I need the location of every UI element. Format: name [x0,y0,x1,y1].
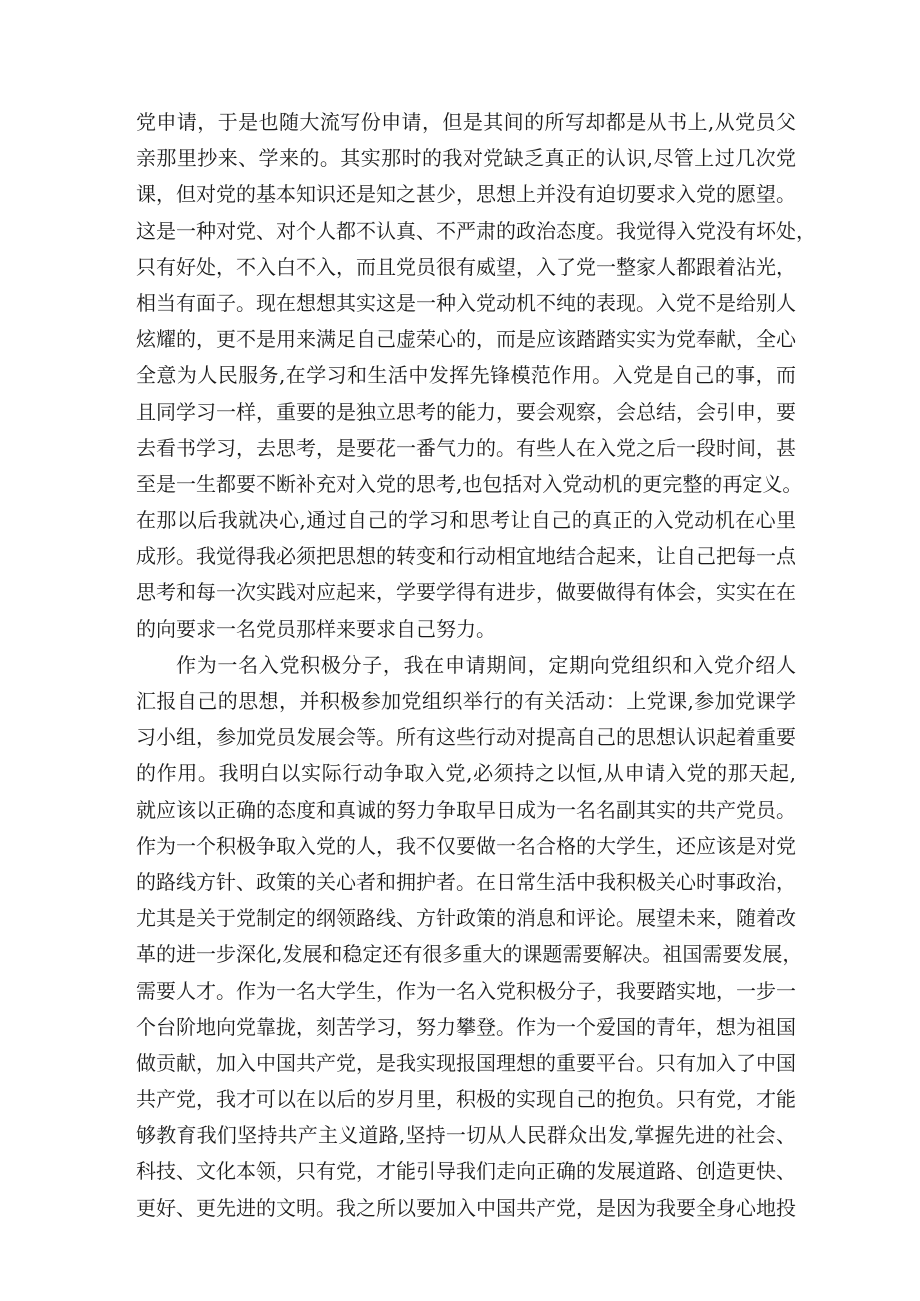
text-line: 需要人才。作为一名大学生，作为一名入党积极分子，我要踏实地，一步一 [136,978,796,1003]
paragraph-2 [136,647,803,1226]
text-line: 的向要求一名党员那样来要求自己努力。 [136,616,496,641]
text-line: 炫耀的，更不是用来满足自己虚荣心的，而是应该踏踏实实为党奉献，全心 [136,327,796,352]
text-line: 至是一生都要不断补充对入党的思考,也包括对入党动机的更完整的再定义。 [136,471,803,496]
text-line: 习小组，参加党员发展会等。所有这些行动对提高自己的思想认识起着重要 [136,725,796,750]
text-line: 党申请，于是也随大流写份申请，但是其间的所写却都是从书上,从党员父 [136,110,796,134]
text-line: 汇报自己的思想，并积极参加党组织举行的有关活动：上党课,参加党课学 [136,689,796,713]
text-line: 在那以后我就决心,通过自己的学习和思考让自己的真正的入党动机在心里 [136,508,796,533]
text-line: 成形。我觉得我必须把思想的转变和行动相宜地结合起来，让自己把每一点 [136,544,796,569]
body-text [136,104,816,1226]
text-line: 就应该以正确的态度和真诚的努力争取早日成为一名名副其实的共产党员。 [136,797,796,822]
text-line: 去看书学习，去思考，是要花一番气力的。有些人在入党之后一段时间，甚 [136,435,796,460]
text-line: 革的进一步深化,发展和稳定还有很多重大的课题需要解决。祖国需要发展， [136,942,803,967]
text-line: 够教育我们坚持共产主义道路,坚持一切从人民群众出发,掌握先进的社会、 [136,1123,796,1148]
text-line: 共产党，我才可以在以后的岁月里，积极的实现自己的抱负。只有党，才能 [136,1087,796,1112]
text-line: 个台阶地向党靠拢，刻苦学习，努力攀登。作为一个爱国的青年，想为祖国 [136,1014,796,1039]
text-line: 的作用。我明白以实际行动争取入党,必须持之以恒,从申请入党的那天起, [136,761,796,786]
text-line: 只有好处，不入白不入，而且党员很有威望，入了党一整家人都跟着沾光， [136,254,796,279]
text-line: 全意为人民服务,在学习和生活中发挥先锋模范作用。入党是自己的事，而 [136,363,796,388]
text-line: 且同学习一样，重要的是独立思考的能力，要会观察，会总结，会引申，要 [136,399,796,424]
text-line: 科技、文化本领，只有党，才能引导我们走向正确的发展道路、创造更快、 [136,1159,796,1184]
paragraph-1 [136,104,816,647]
text-line: 作为一名入党积极分子，我在申请期间，定期向党组织和入党介绍人 [176,652,796,677]
text-line: 相当有面子。现在想想其实这是一种入党动机不纯的表现。入党不是给别人 [136,290,796,315]
text-line: 更好、更先进的文明。我之所以要加入中国共产党，是因为我要全身心地投 [136,1195,796,1220]
text-line: 作为一个积极争取入党的人，我不仅要做一名合格的大学生，还应该是对党 [136,833,796,858]
text-line: 思考和每一次实践对应起来，学要学得有进步，做要做得有体会，实实在在 [136,580,796,605]
text-line: 尤其是关于党制定的纲领路线、方针政策的消息和评论。展望未来，随着改 [136,906,796,931]
text-line: 做贡献，加入中国共产党，是我实现报国理想的重要平台。只有加入了中国 [136,1050,796,1075]
text-line: 的路线方针、政策的关心者和拥护者。在日常生活中我积极关心时事政治， [136,869,796,894]
text-line: 课，但对党的基本知识还是知之甚少，思想上并没有迫切要求入党的愿望。 [136,182,796,207]
text-line: 亲那里抄来、学来的。其实那时的我对党缺乏真正的认识,尽管上过几次党 [136,146,796,171]
text-line: 这是一种对党、对个人都不认真、不严肃的政治态度。我觉得入党没有坏处， [136,218,816,243]
